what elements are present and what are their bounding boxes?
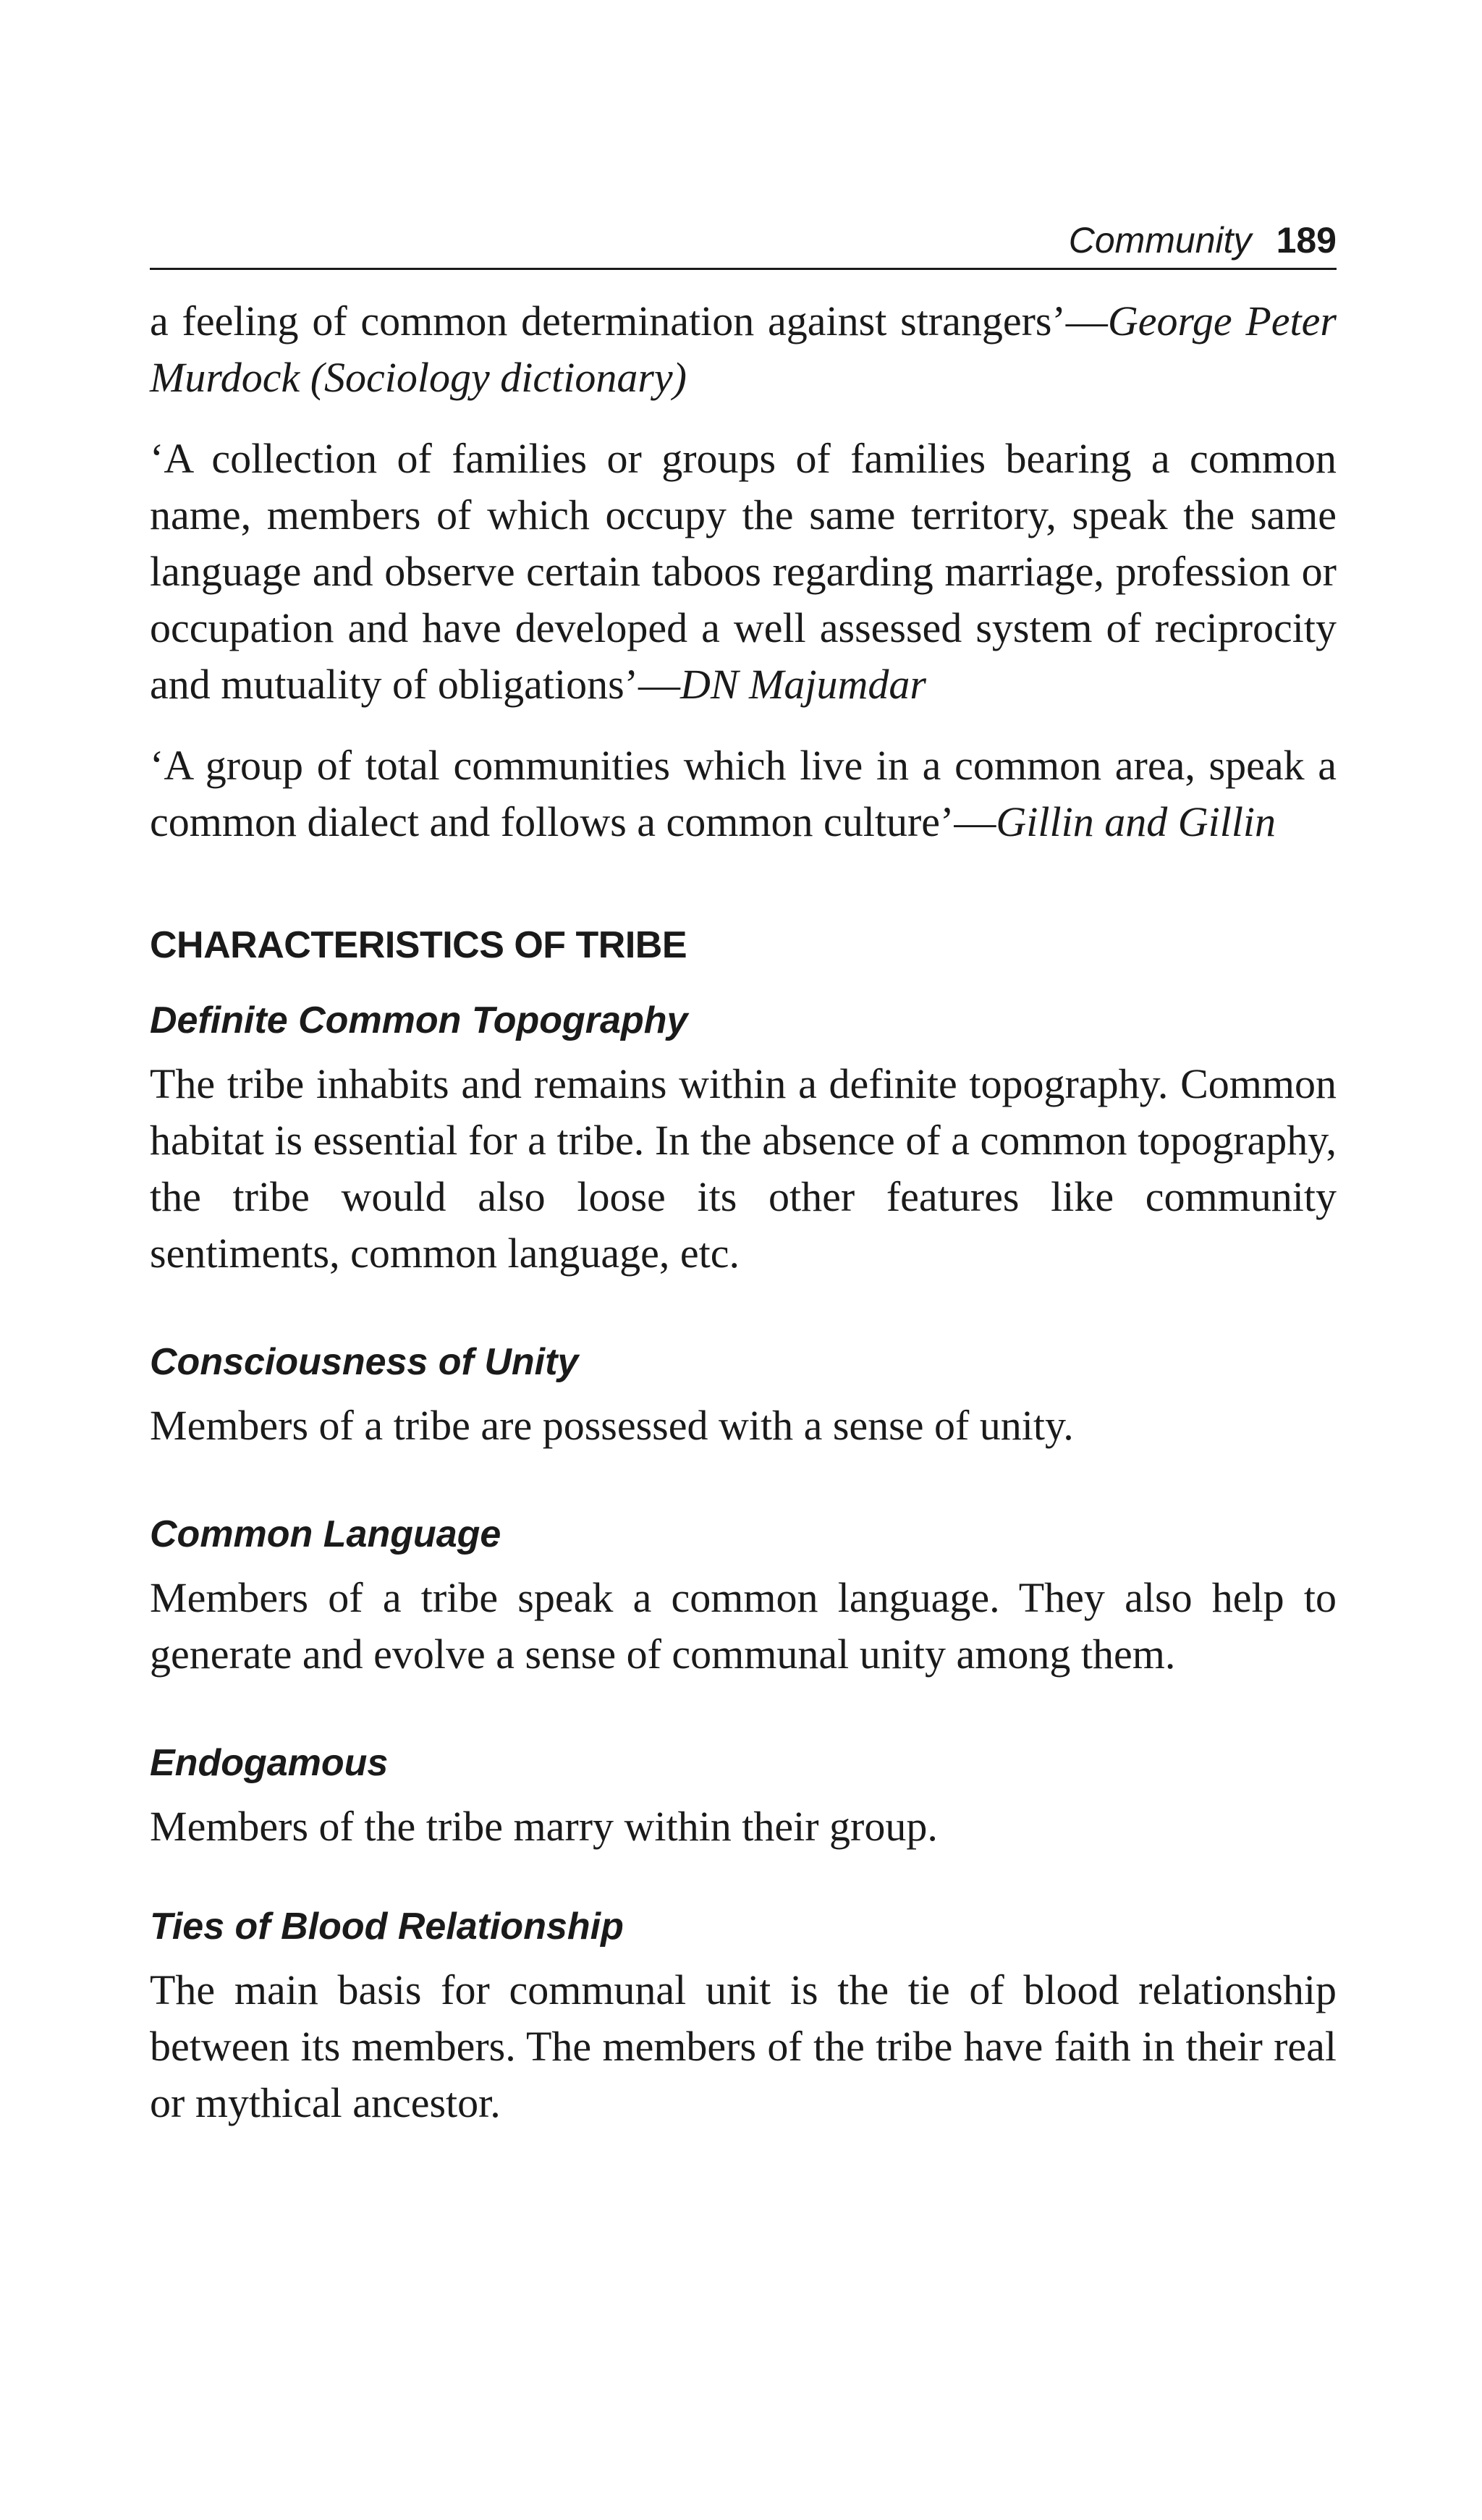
- subheading-common-language: Common Language: [150, 1513, 501, 1555]
- subheading-consciousness-of-unity: Consciousness of Unity: [150, 1341, 579, 1383]
- quote-paragraph-murdock: [150, 293, 1337, 406]
- quote-paragraph-majumdar: [150, 431, 1337, 713]
- page-number: 189: [1276, 220, 1337, 261]
- body-consciousness-of-unity: Members of a tribe are possessed with a sense of unity.: [150, 1402, 1074, 1449]
- subheading-endogamous: Endogamous: [150, 1742, 389, 1784]
- quote-text: ‘A group of total communities which live in a common area, speak a common dialect and follows a common culture’—: [150, 742, 1337, 845]
- body-ties-of-blood-relationship: The main basis for communal unit is the tie of blood relationship between its members. The members of the tribe have faith in their real or mythical ancestor.: [150, 1966, 1337, 2126]
- section-heading: CHARACTERISTICS OF TRIBE: [150, 924, 687, 966]
- body-common-language: Members of a tribe speak a common language. They also help to generate and evolve a sense of communal unity among them.: [150, 1574, 1337, 1678]
- quote-attribution: DN Majumdar: [679, 661, 926, 708]
- quote-paragraph-gillin: [150, 737, 1337, 850]
- running-header: [150, 217, 1337, 270]
- body-definite-common-topography: The tribe inhabits and remains within a definite topography. Common habitat is essential for a tribe. In the absence of a common topography, the tribe would also loose its other features like community sentiments, common language, etc.: [150, 1060, 1337, 1277]
- quote-text: ‘A collection of families or groups of families bearing a common name, members of which occupy the same territory, speak the same language and observe certain taboos regarding marriage, profession or occupation and have developed a well assessed system of reciprocity and mutuality of obligations’—: [150, 435, 1337, 708]
- quote-attribution: George Peter Murdock (Sociology dictionary): [150, 297, 1337, 401]
- running-header-section: Community: [1068, 220, 1252, 261]
- quote-text: a feeling of common determination against strangers’—: [150, 297, 1108, 344]
- subheading-ties-of-blood-relationship: Ties of Blood Relationship: [150, 1906, 624, 1948]
- book-page: [150, 217, 1337, 2131]
- subheading-definite-common-topography: Definite Common Topography: [150, 999, 688, 1041]
- quote-attribution: Gillin and Gillin: [996, 798, 1276, 845]
- body-endogamous: Members of the tribe marry within their group.: [150, 1803, 938, 1850]
